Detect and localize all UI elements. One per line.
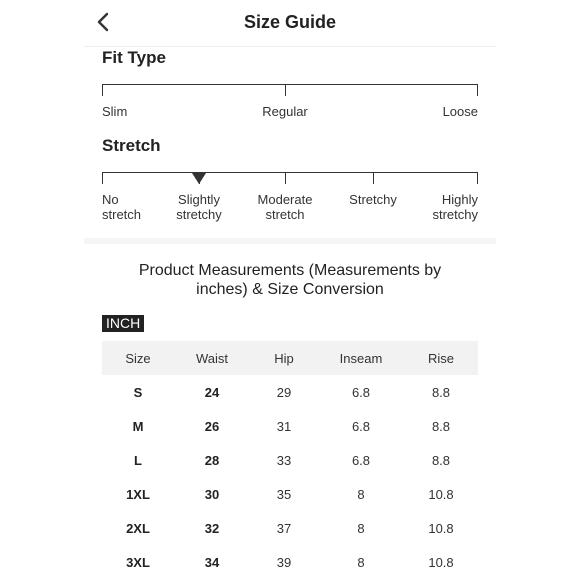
stretch-label-line: stretch [102, 207, 142, 222]
stretch-tick-0 [102, 172, 103, 184]
header-bar [84, 0, 496, 47]
stretch-label-moderate-stretch [245, 192, 325, 222]
column-header-inseam: Inseam [339, 350, 383, 366]
stretch-label-line: Slightly [178, 192, 220, 207]
stretch-label-line: stretch [265, 207, 305, 222]
cell-rise: 8.8 [431, 384, 451, 400]
table-row [102, 477, 478, 511]
cell-rise: 8.8 [431, 452, 451, 468]
cell-waist: 32 [204, 520, 220, 536]
table-header-row [102, 341, 478, 375]
cell-inseam: 8 [357, 554, 365, 570]
stretch-label-line: Stretchy [349, 192, 397, 207]
cell-hip: 35 [276, 486, 292, 502]
fit-type-tick-slim [102, 84, 103, 96]
table-row [102, 409, 478, 443]
stretch-label-line: stretchy [432, 207, 478, 222]
stretch-label-highly-stretchy [398, 192, 478, 222]
cell-size: M [132, 418, 144, 434]
cell-waist: 26 [204, 418, 220, 434]
cell-waist: 24 [204, 384, 220, 400]
cell-hip: 37 [276, 520, 292, 536]
cell-inseam: 6.8 [351, 384, 371, 400]
cell-rise: 10.8 [428, 486, 454, 502]
cell-rise: 10.8 [428, 520, 454, 536]
stretch-label-line: Highly [441, 192, 478, 207]
fit-type-label-regular: Regular [262, 104, 308, 119]
fit-type-title: Fit Type [102, 48, 166, 67]
size-guide-screen [84, 0, 496, 580]
column-header-hip: Hip [274, 350, 294, 366]
fit-type-tick-loose [477, 84, 478, 96]
stretch-tick-2 [285, 172, 286, 184]
cell-inseam: 8 [357, 486, 365, 502]
stretch-selected-marker-icon [192, 173, 206, 184]
section-divider [84, 238, 496, 244]
cell-hip: 29 [276, 384, 292, 400]
fit-type-label-loose: Loose [442, 104, 478, 119]
cell-size: S [133, 384, 143, 400]
stretch-label-line: Moderate [257, 192, 313, 207]
table-row [102, 511, 478, 545]
cell-hip: 33 [276, 452, 292, 468]
column-header-size: Size [125, 350, 151, 366]
cell-waist: 30 [204, 486, 220, 502]
stretch-tick-3 [373, 172, 374, 184]
size-table [102, 341, 478, 579]
cell-size: 1XL [126, 486, 150, 502]
cell-inseam: 8 [357, 520, 365, 536]
column-header-waist: Waist [195, 350, 229, 366]
cell-size: L [134, 452, 142, 468]
measurements-title: Product Measurements (Measurements by inches) & Size Conversion [138, 262, 442, 298]
unit-badge[interactable]: INCH [102, 315, 144, 332]
cell-hip: 39 [276, 554, 292, 570]
cell-size: 3XL [126, 554, 150, 570]
fit-type-scale-line [102, 84, 478, 85]
cell-rise: 10.8 [428, 554, 454, 570]
table-row [102, 375, 478, 409]
cell-hip: 31 [276, 418, 292, 434]
cell-waist: 34 [204, 554, 220, 570]
stretch-label-line: No [102, 192, 119, 207]
column-header-rise: Rise [427, 350, 454, 366]
cell-waist: 28 [204, 452, 220, 468]
stretch-label-line: stretchy [176, 207, 222, 222]
page-title: Size Guide [243, 12, 337, 32]
stretch-scale-line [102, 172, 478, 173]
stretch-title: Stretch [102, 136, 161, 155]
cell-size: 2XL [126, 520, 150, 536]
cell-inseam: 6.8 [351, 452, 371, 468]
stretch-tick-4 [477, 172, 478, 184]
cell-rise: 8.8 [431, 418, 451, 434]
table-row [102, 545, 478, 579]
stretch-label-no-stretch [102, 192, 141, 222]
cell-inseam: 6.8 [351, 418, 371, 434]
fit-type-label-slim: Slim [102, 104, 128, 119]
stretch-label-slightly-stretchy [159, 192, 239, 222]
table-row [102, 443, 478, 477]
fit-type-tick-regular [285, 84, 286, 96]
